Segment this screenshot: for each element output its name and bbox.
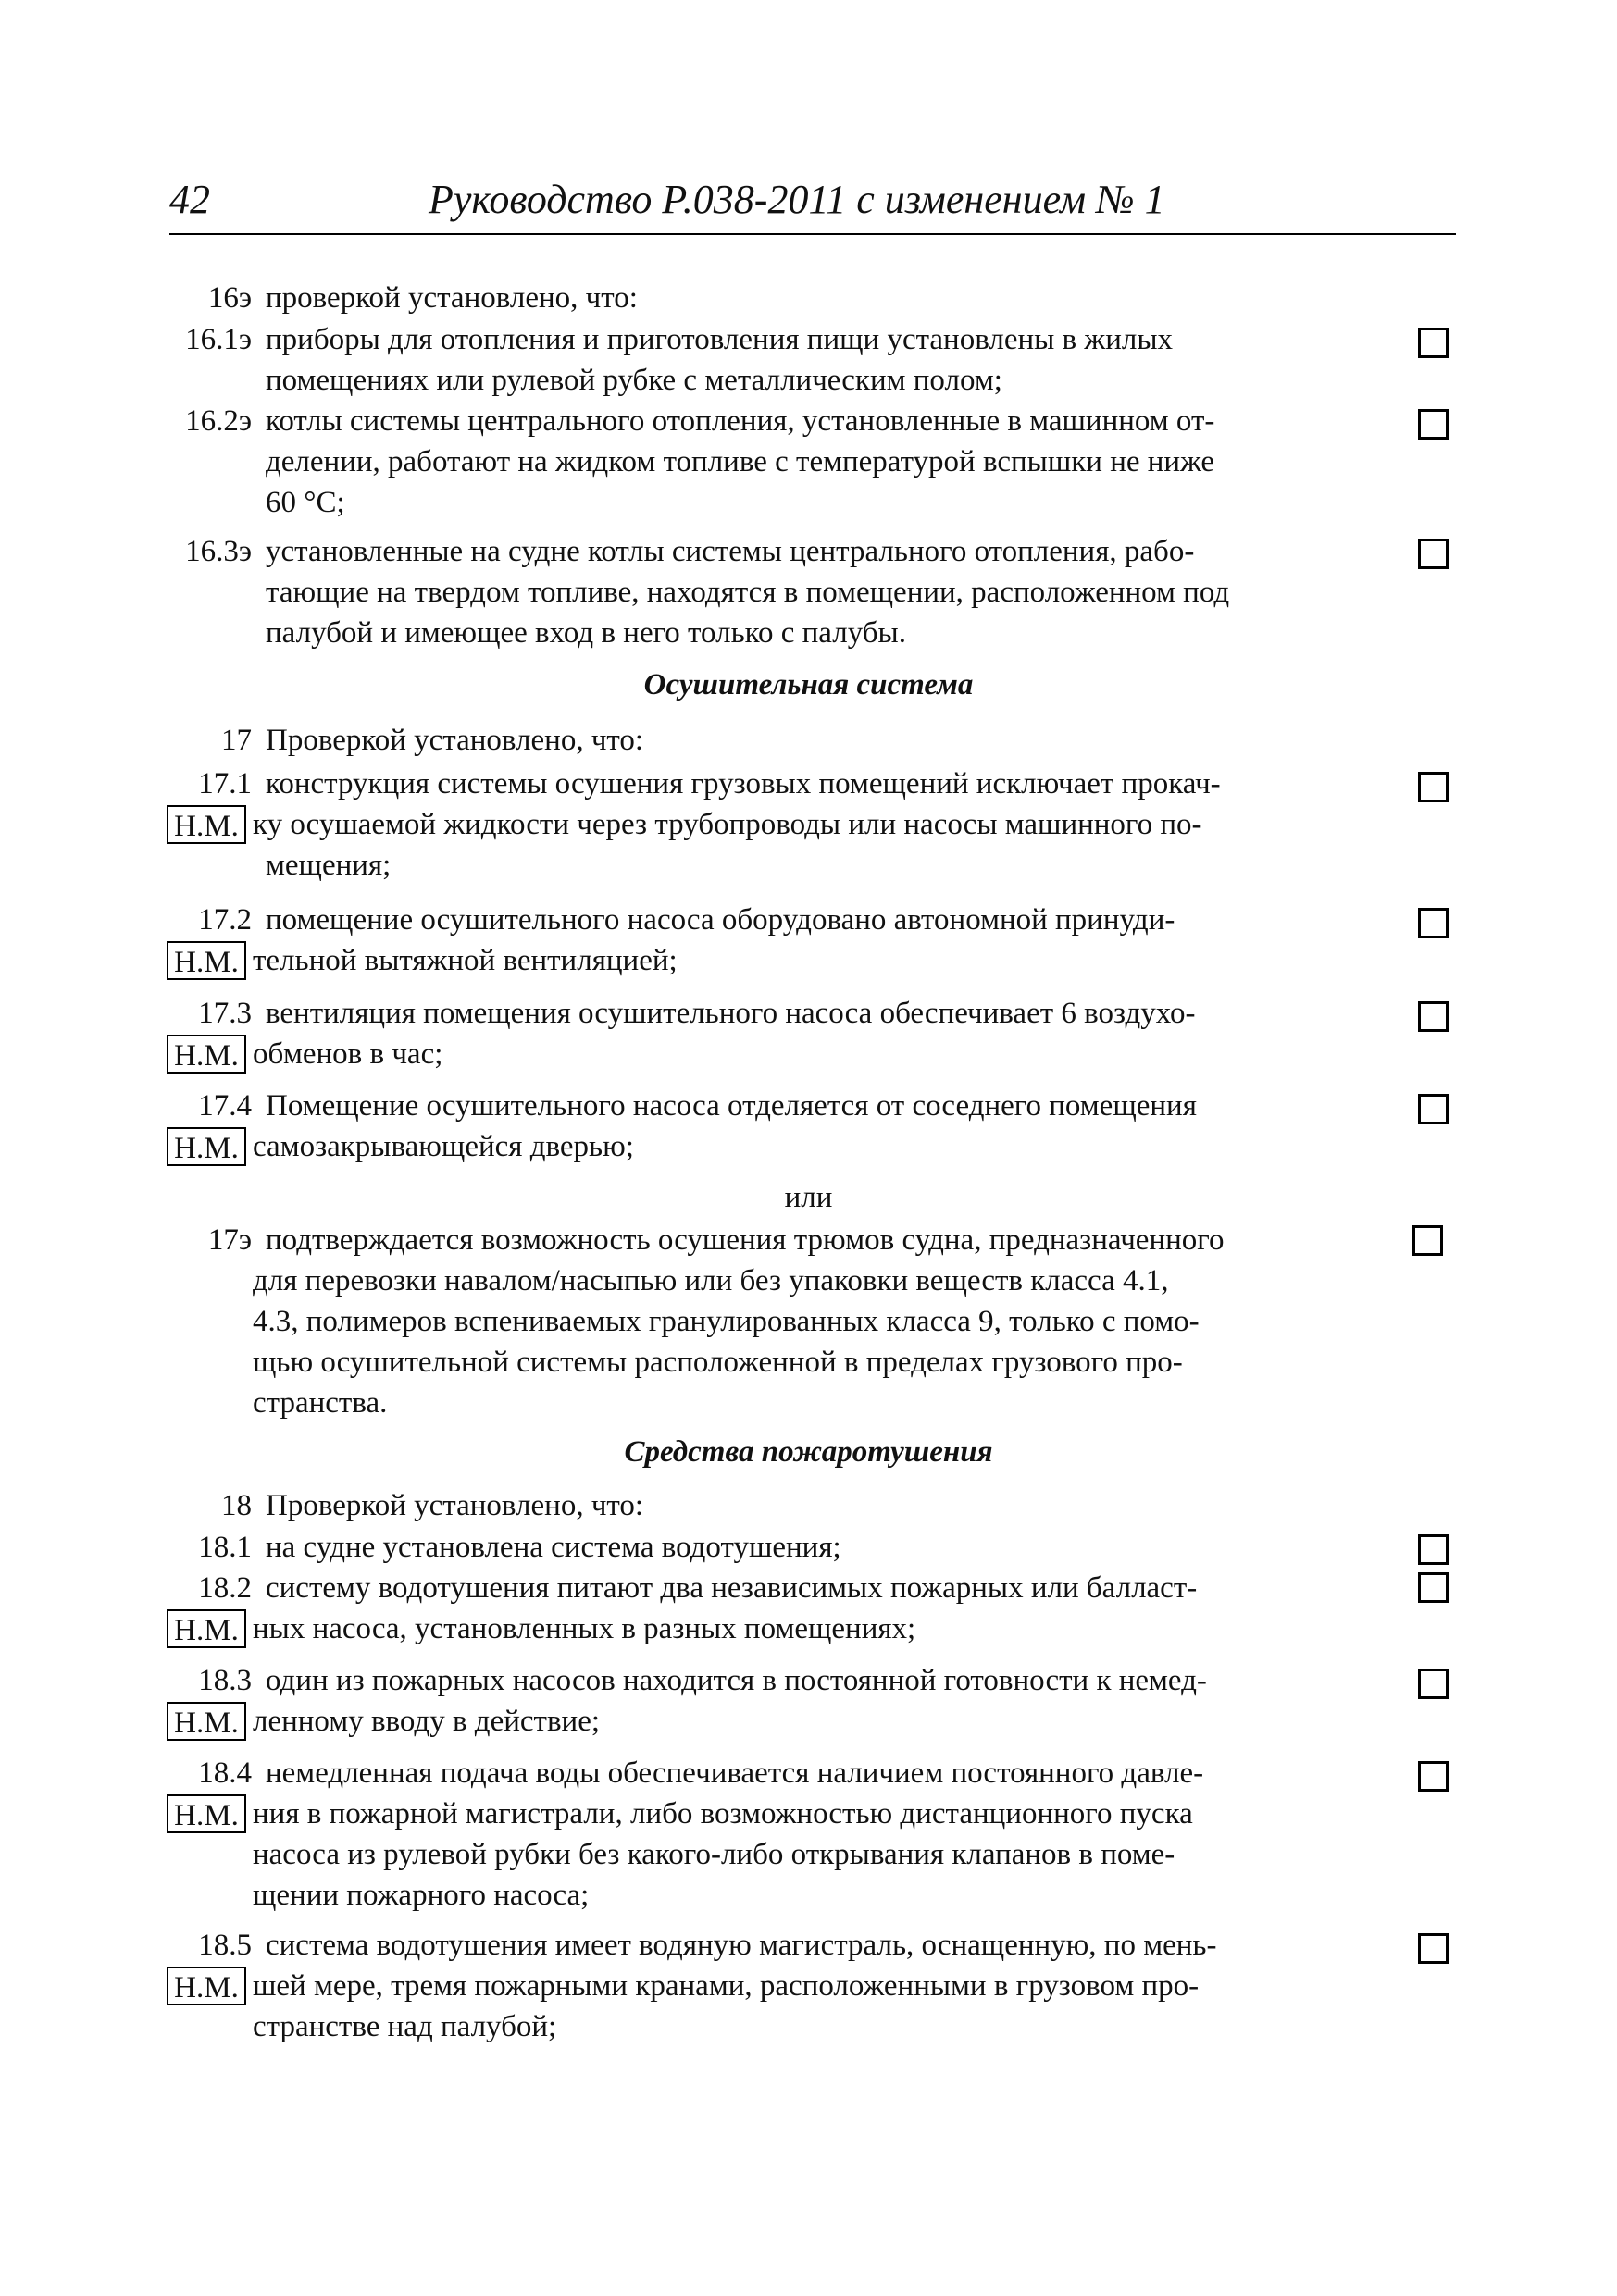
item-number: 17 — [221, 724, 252, 757]
item-number: 17.1 — [198, 767, 252, 800]
item-text: Проверкой установлено, что: — [266, 1489, 644, 1522]
nm-badge: Н.М. — [167, 1702, 246, 1741]
item-number: 17.3 — [198, 997, 252, 1030]
nm-badge: Н.М. — [167, 1127, 246, 1166]
nm-badge: Н.М. — [167, 941, 246, 980]
checkbox[interactable] — [1418, 1572, 1449, 1603]
item-text: котлы системы центрального отопления, установленные в машинном от- делении, работают на жидком топливе с температурой вспышки не ниже 60 °С; — [266, 404, 1215, 519]
nm-badge: Н.М. — [167, 1794, 246, 1833]
item-text: система водотушения имеет водяную магистраль, оснащенную, по мень- шей мере, тремя пожарными кранами, расположенными в грузовом про- странстве над палубой; — [253, 1929, 1217, 2043]
item-text: проверкой установлено, что: — [266, 281, 638, 315]
nm-badge: Н.М. — [167, 1035, 246, 1074]
running-title: Руководство Р.038-2011 с изменением № 1 — [429, 177, 1165, 222]
nm-badge: Н.М. — [167, 805, 246, 844]
checkbox[interactable] — [1418, 1761, 1449, 1792]
item-number: 16э — [207, 281, 252, 315]
item-text: Помещение осушительного насоса отделяется от соседнего помещения самозакрывающейся дверью; — [253, 1089, 1197, 1163]
checkbox[interactable] — [1418, 1534, 1449, 1565]
item-text: конструкция системы осушения грузовых помещений исключает прокач- ку осушаемой жидкости через трубопроводы или насосы машинного по- мещения; — [253, 767, 1221, 882]
checkbox[interactable] — [1418, 1001, 1449, 1032]
checkbox[interactable] — [1418, 1094, 1449, 1124]
item-number: 16.1э — [185, 323, 252, 356]
item-number: 18.2 — [198, 1571, 252, 1605]
nm-badge: Н.М. — [167, 1967, 246, 2005]
item-number: 18.3 — [198, 1664, 252, 1697]
checkbox[interactable] — [1412, 1225, 1443, 1256]
item-text: установленные на судне котлы системы центрального отопления, рабо- тающие на твердом топливе, находятся в помещении, расположенном под палубой и имеющее вход в него только с палубы. — [266, 535, 1230, 650]
item-number: 18.4 — [198, 1756, 252, 1790]
item-text: подтверждается возможность осушения трюмов судна, предназначенного для перевозки навалом/насыпью или без упаковки веществ класса 4.1, 4.3, полимеров вспениваемых гранулированных класса 9, только с помо- щью осушительной системы расположенной в пределах грузового про- странства. — [253, 1223, 1225, 1420]
page-header — [169, 176, 1456, 235]
item-number: 17э — [207, 1223, 252, 1257]
item-number: 17.4 — [198, 1089, 252, 1123]
item-number: 16.2э — [185, 404, 252, 438]
item-number: 18 — [221, 1489, 252, 1522]
checkbox[interactable] — [1418, 772, 1449, 802]
checkbox[interactable] — [1418, 1669, 1449, 1699]
page-number: 42 — [169, 177, 210, 222]
item-text: помещение осушительного насоса оборудовано автономной принуди- тельной вытяжной вентиляцией; — [253, 903, 1175, 977]
checkbox[interactable] — [1418, 1933, 1449, 1964]
item-text: немедленная подача воды обеспечивается наличием постоянного давле- ния в пожарной магистрали, либо возможностью дистанционного пуска насоса из рулевой рубки без какого-либо открывания клапанов в поме- щении пожарного насоса; — [253, 1756, 1204, 1912]
item-text: приборы для отопления и приготовления пищи установлены в жилых помещениях или рулевой рубке с металлическим полом; — [266, 323, 1173, 397]
checkbox[interactable] — [1418, 539, 1449, 569]
item-text: один из пожарных насосов находится в постоянной готовности к немед- ленному вводу в действие; — [253, 1664, 1207, 1738]
item-text: Проверкой установлено, что: — [266, 724, 644, 757]
item-number: 16.3э — [185, 535, 252, 568]
checkbox[interactable] — [1418, 908, 1449, 938]
or-separator: или — [784, 1181, 833, 1214]
item-text: систему водотушения питают два независимых пожарных или балласт- ных насоса, установленных в разных помещениях; — [253, 1571, 1198, 1645]
item-text: вентиляция помещения осушительного насоса обеспечивает 6 воздухо- обменов в час; — [253, 997, 1196, 1071]
nm-badge: Н.М. — [167, 1609, 246, 1648]
checkbox[interactable] — [1418, 409, 1449, 440]
checkbox[interactable] — [1418, 328, 1449, 358]
item-number: 17.2 — [198, 903, 252, 937]
section-heading-drainage: Осушительная система — [643, 668, 974, 701]
item-text: на судне установлена система водотушения; — [266, 1531, 841, 1564]
item-number: 18.1 — [198, 1531, 252, 1564]
section-heading-firefighting: Средства пожаротушения — [624, 1435, 993, 1469]
item-number: 18.5 — [198, 1929, 252, 1962]
